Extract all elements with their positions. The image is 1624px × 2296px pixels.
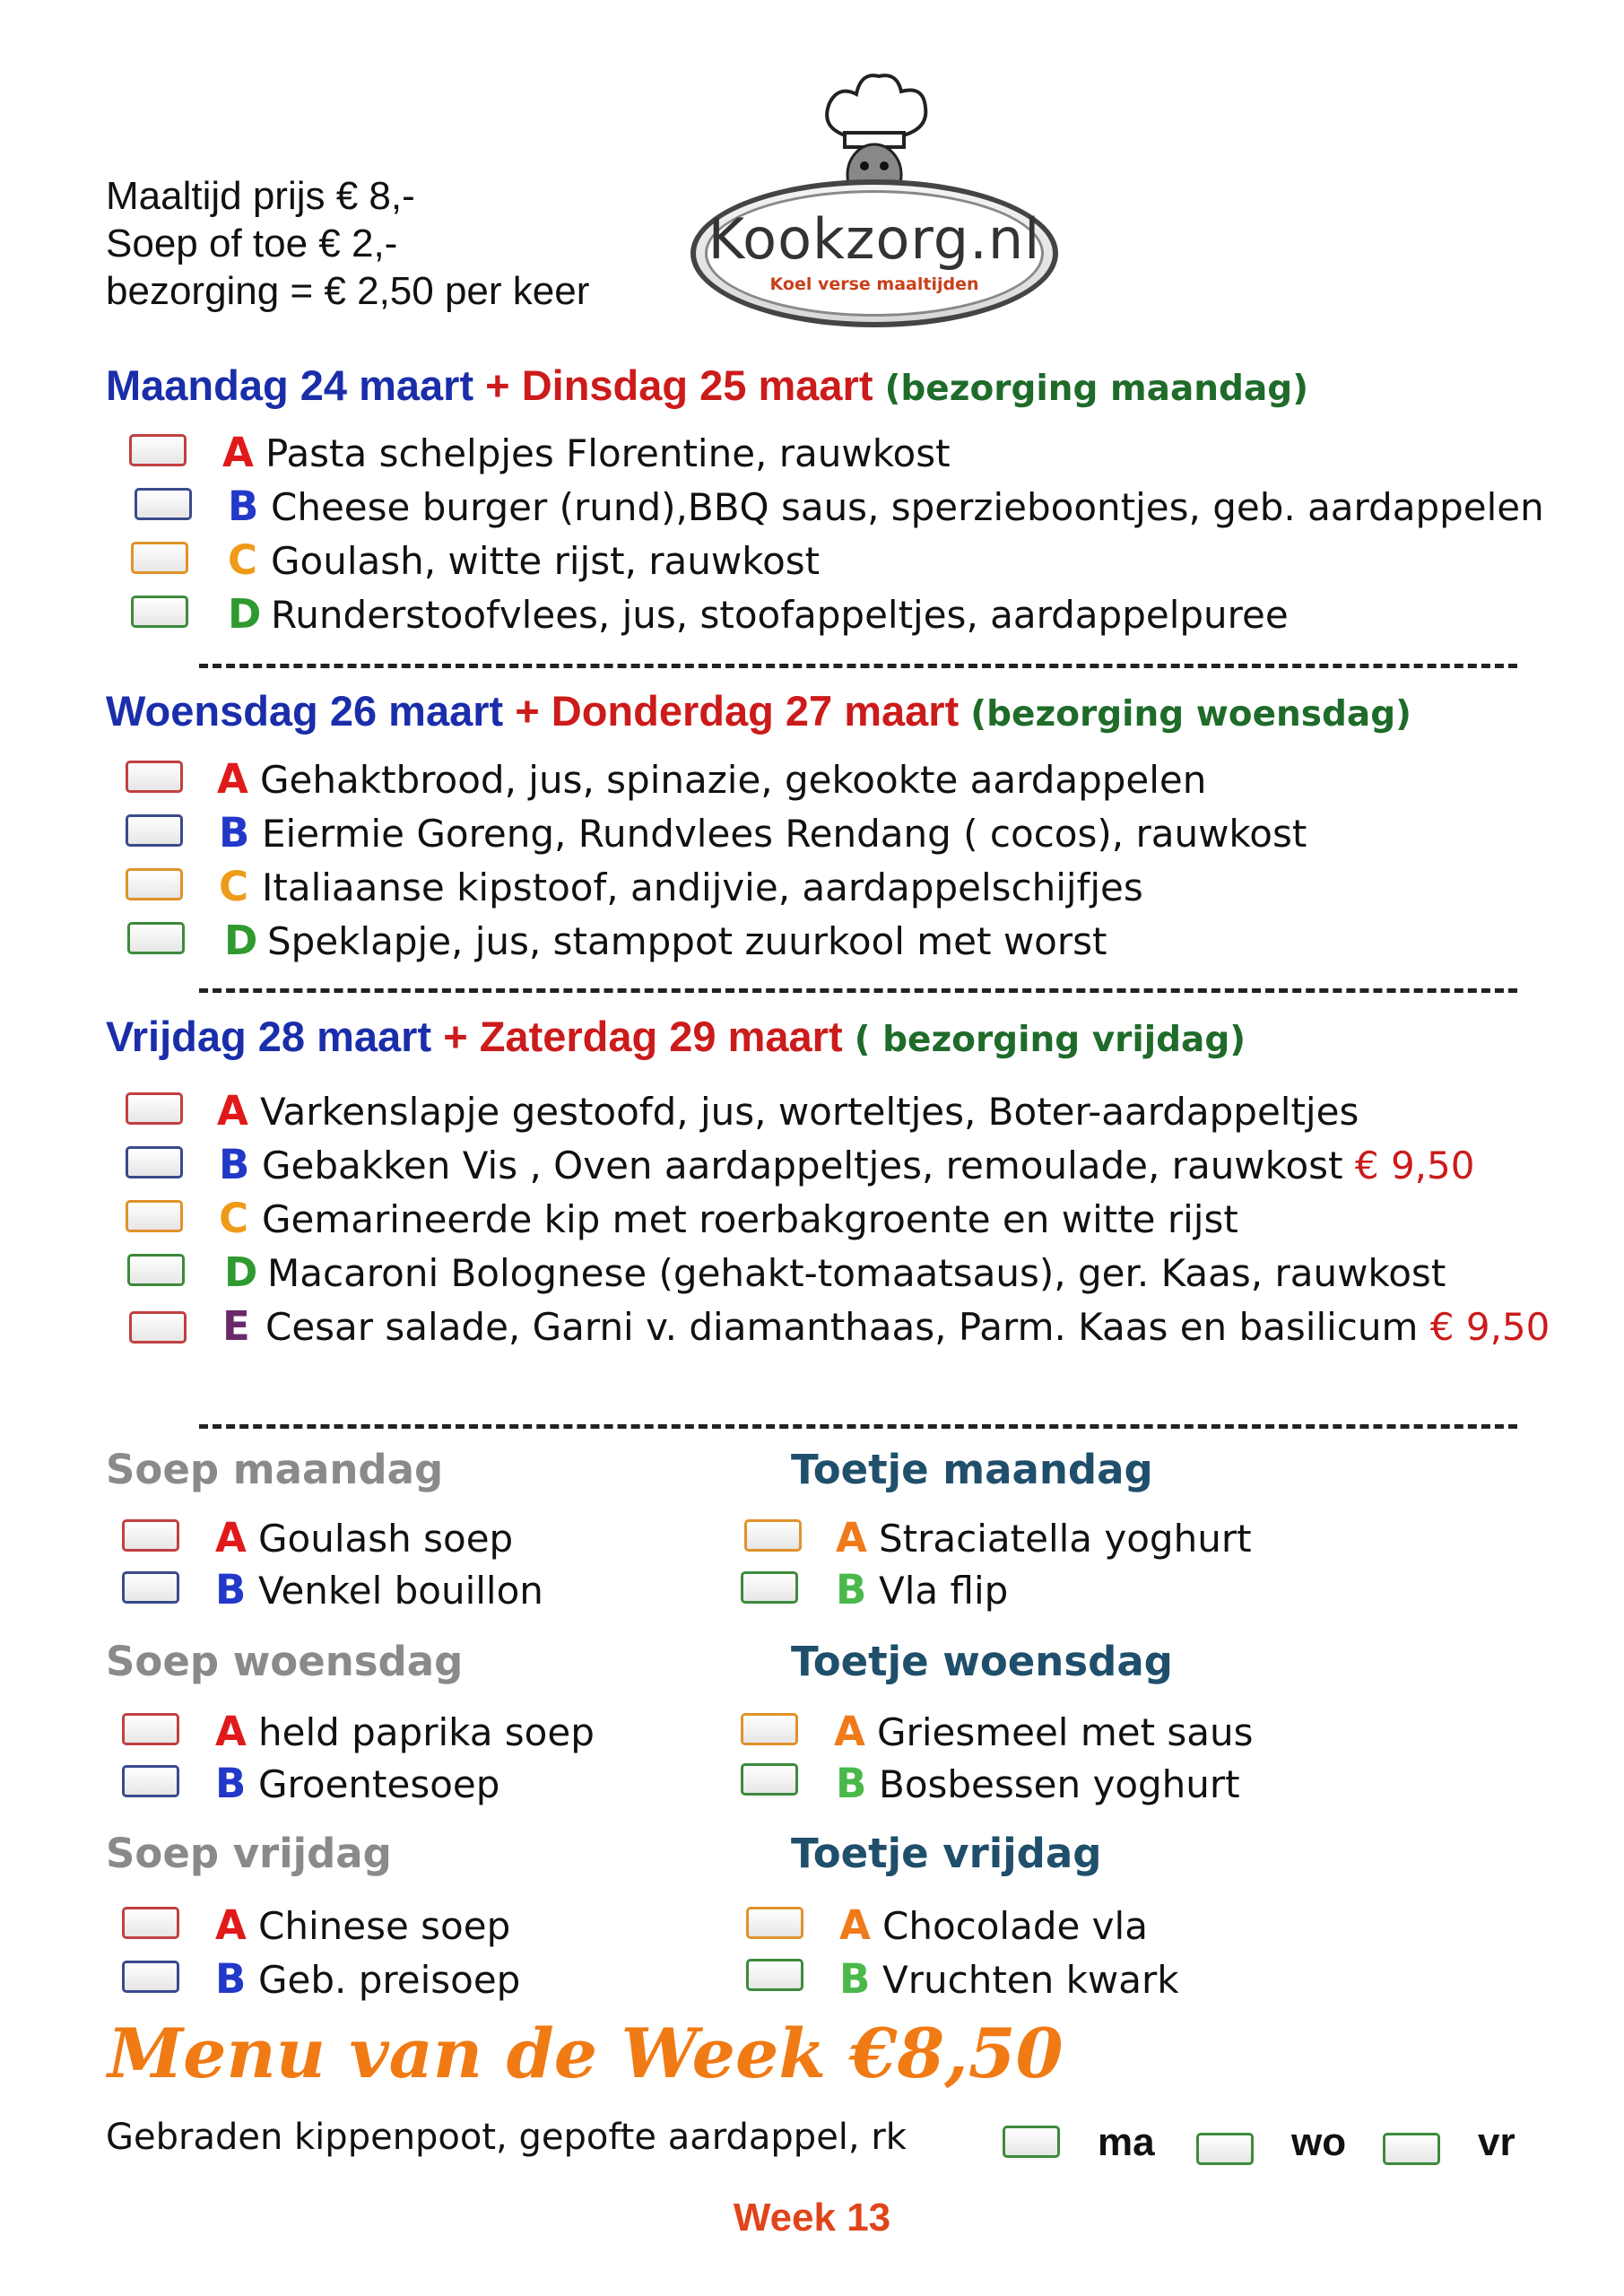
checkbox-dessert-mon-a[interactable]: [744, 1519, 802, 1552]
soup-item-mon-b: B Venkel bouillon: [215, 1566, 543, 1613]
day-1: Vrijdag 28 maart: [106, 1013, 432, 1060]
week-number: Week 13: [733, 2196, 891, 2239]
checkbox-dessert-wed-b[interactable]: [741, 1763, 798, 1796]
surcharge-price: € 9,50: [1429, 1305, 1550, 1349]
menu-of-the-week-description: Gebraden kippenpoot, gepofte aardappel, rk: [106, 2117, 907, 2158]
checkbox-week-ma[interactable]: [1003, 2126, 1060, 2158]
section-heading-1: Maandag 24 maart + Dinsdag 25 maart (bezorging maandag): [106, 361, 1309, 409]
checkbox-soup-fri-b[interactable]: [122, 1961, 179, 1993]
checkbox-week-wo[interactable]: [1196, 2133, 1254, 2165]
checkbox-s1-a[interactable]: [129, 434, 187, 466]
checkbox-s2-a[interactable]: [126, 761, 183, 793]
section-heading-2: Woensdag 26 maart + Donderdag 27 maart (bezorging woensdag): [106, 687, 1411, 735]
menu-item-s3-e: E Cesar salade, Garni v. diamanthaas, Parm. Kaas en basilicum € 9,50: [222, 1302, 1550, 1350]
menu-item-s3-a: A Varkenslapje gestoofd, jus, worteltjes, Boter-aardappeltjes: [217, 1087, 1359, 1135]
divider: [199, 1424, 1517, 1429]
kookzorg-logo: [690, 72, 1067, 332]
checkbox-soup-wed-a[interactable]: [122, 1713, 179, 1745]
day-2: Zaterdag 29 maart: [479, 1013, 843, 1060]
delivery-price: bezorging = € 2,50 per keer: [106, 269, 590, 313]
dessert-item-fri-b: B Vruchten kwark: [839, 1955, 1179, 2003]
menu-item-s2-c: C Italiaanse kipstoof, andijvie, aardappelschijfjes: [219, 863, 1143, 910]
dessert-item-fri-a: A Chocolade vla: [839, 1901, 1148, 1949]
menu-item-s3-c: C Gemarineerde kip met roerbakgroente en witte rijst: [219, 1195, 1238, 1242]
section-heading-3: Vrijdag 28 maart + Zaterdag 29 maart ( bezorging vrijdag): [106, 1013, 1246, 1060]
menu-item-s1-c: C Goulash, witte rijst, rauwkost: [228, 536, 821, 584]
dessert-item-wed-a: A Griesmeel met saus: [834, 1708, 1254, 1755]
soup-price: Soep of toe € 2,-: [106, 222, 398, 265]
menu-item-s3-d: D Macaroni Bolognese (gehakt-tomaatsaus), ger. Kaas, rauwkost: [224, 1248, 1446, 1296]
menu-item-s2-d: D Speklapje, jus, stamppot zuurkool met worst: [224, 917, 1107, 964]
checkbox-s2-d[interactable]: [127, 922, 185, 954]
checkbox-soup-wed-b[interactable]: [122, 1765, 179, 1797]
day-ma-label: ma: [1098, 2120, 1155, 2164]
dessert-heading-monday: Toetje maandag: [791, 1446, 1153, 1493]
logo-brand: Kookzorg.nl: [708, 206, 1041, 272]
day-2: Dinsdag 25 maart: [521, 361, 873, 409]
delivery-note: (bezorging maandag): [884, 369, 1309, 409]
soup-item-fri-b: B Geb. preisoep: [215, 1955, 521, 2003]
dessert-item-wed-b: B Bosbessen yoghurt: [836, 1760, 1240, 1807]
soup-heading-monday: Soep maandag: [106, 1446, 444, 1493]
divider: [199, 988, 1517, 993]
checkbox-s3-d[interactable]: [127, 1254, 185, 1286]
checkbox-s2-b[interactable]: [126, 814, 183, 847]
checkbox-soup-mon-a[interactable]: [122, 1519, 179, 1552]
menu-item-s2-b: B Eiermie Goreng, Rundvlees Rendang ( cocos), rauwkost: [219, 809, 1307, 857]
day-1: Woensdag 26 maart: [106, 687, 504, 735]
soup-item-fri-a: A Chinese soep: [215, 1901, 511, 1949]
day-1: Maandag 24 maart: [106, 361, 474, 409]
surcharge-price: € 9,50: [1354, 1144, 1475, 1187]
checkbox-s3-b[interactable]: [126, 1146, 183, 1178]
dessert-item-mon-b: B Vla flip: [836, 1566, 1009, 1613]
logo-tagline: Koel verse maaltijden: [769, 274, 979, 294]
soup-item-wed-b: B Groentesoep: [215, 1760, 500, 1807]
soup-heading-friday: Soep vrijdag: [106, 1830, 392, 1877]
delivery-note: ( bezorging vrijdag): [854, 1020, 1246, 1060]
delivery-note: (bezorging woensdag): [970, 694, 1411, 735]
soup-item-wed-a: A held paprika soep: [215, 1708, 595, 1755]
menu-item-s3-b: B Gebakken Vis , Oven aardappeltjes, remoulade, rauwkost € 9,50: [219, 1141, 1475, 1188]
day-2: Donderdag 27 maart: [551, 687, 960, 735]
dessert-heading-wednesday: Toetje woensdag: [791, 1638, 1173, 1685]
checkbox-dessert-fri-b[interactable]: [746, 1959, 803, 1991]
meal-price: Maaltijd prijs € 8,-: [106, 174, 415, 218]
dessert-item-mon-a: A Straciatella yoghurt: [836, 1514, 1252, 1561]
checkbox-soup-fri-a[interactable]: [122, 1907, 179, 1939]
checkbox-dessert-mon-b[interactable]: [741, 1571, 798, 1604]
divider: [199, 664, 1517, 668]
menu-of-the-week-title: Menu van de Week €8,50: [108, 2013, 1064, 2093]
dessert-heading-friday: Toetje vrijdag: [791, 1830, 1102, 1877]
checkbox-s1-b[interactable]: [135, 488, 192, 520]
checkbox-dessert-fri-a[interactable]: [746, 1907, 803, 1939]
checkbox-s2-c[interactable]: [126, 868, 183, 900]
checkbox-s3-a[interactable]: [126, 1092, 183, 1125]
menu-item-s1-d: D Runderstoofvlees, jus, stoofappeltjes, aardappelpuree: [228, 590, 1289, 638]
checkbox-s3-c[interactable]: [126, 1200, 183, 1232]
checkbox-week-vr[interactable]: [1383, 2133, 1440, 2165]
soup-heading-wednesday: Soep woensdag: [106, 1638, 464, 1685]
soup-item-mon-a: A Goulash soep: [215, 1514, 514, 1561]
checkbox-s1-d[interactable]: [131, 596, 188, 628]
checkbox-s1-c[interactable]: [131, 542, 188, 574]
checkbox-dessert-wed-a[interactable]: [741, 1713, 798, 1745]
checkbox-soup-mon-b[interactable]: [122, 1571, 179, 1604]
menu-item-s1-b: B Cheese burger (rund),BBQ saus, sperzieboontjes, geb. aardappelen: [228, 483, 1544, 530]
day-vr-label: vr: [1478, 2120, 1515, 2164]
day-wo-label: wo: [1291, 2120, 1347, 2164]
menu-item-s1-a: A Pasta schelpjes Florentine, rauwkost: [222, 429, 951, 476]
price-info: [106, 172, 589, 315]
checkbox-s3-e[interactable]: [129, 1311, 187, 1344]
menu-item-s2-a: A Gehaktbrood, jus, spinazie, gekookte aardappelen: [217, 755, 1207, 803]
